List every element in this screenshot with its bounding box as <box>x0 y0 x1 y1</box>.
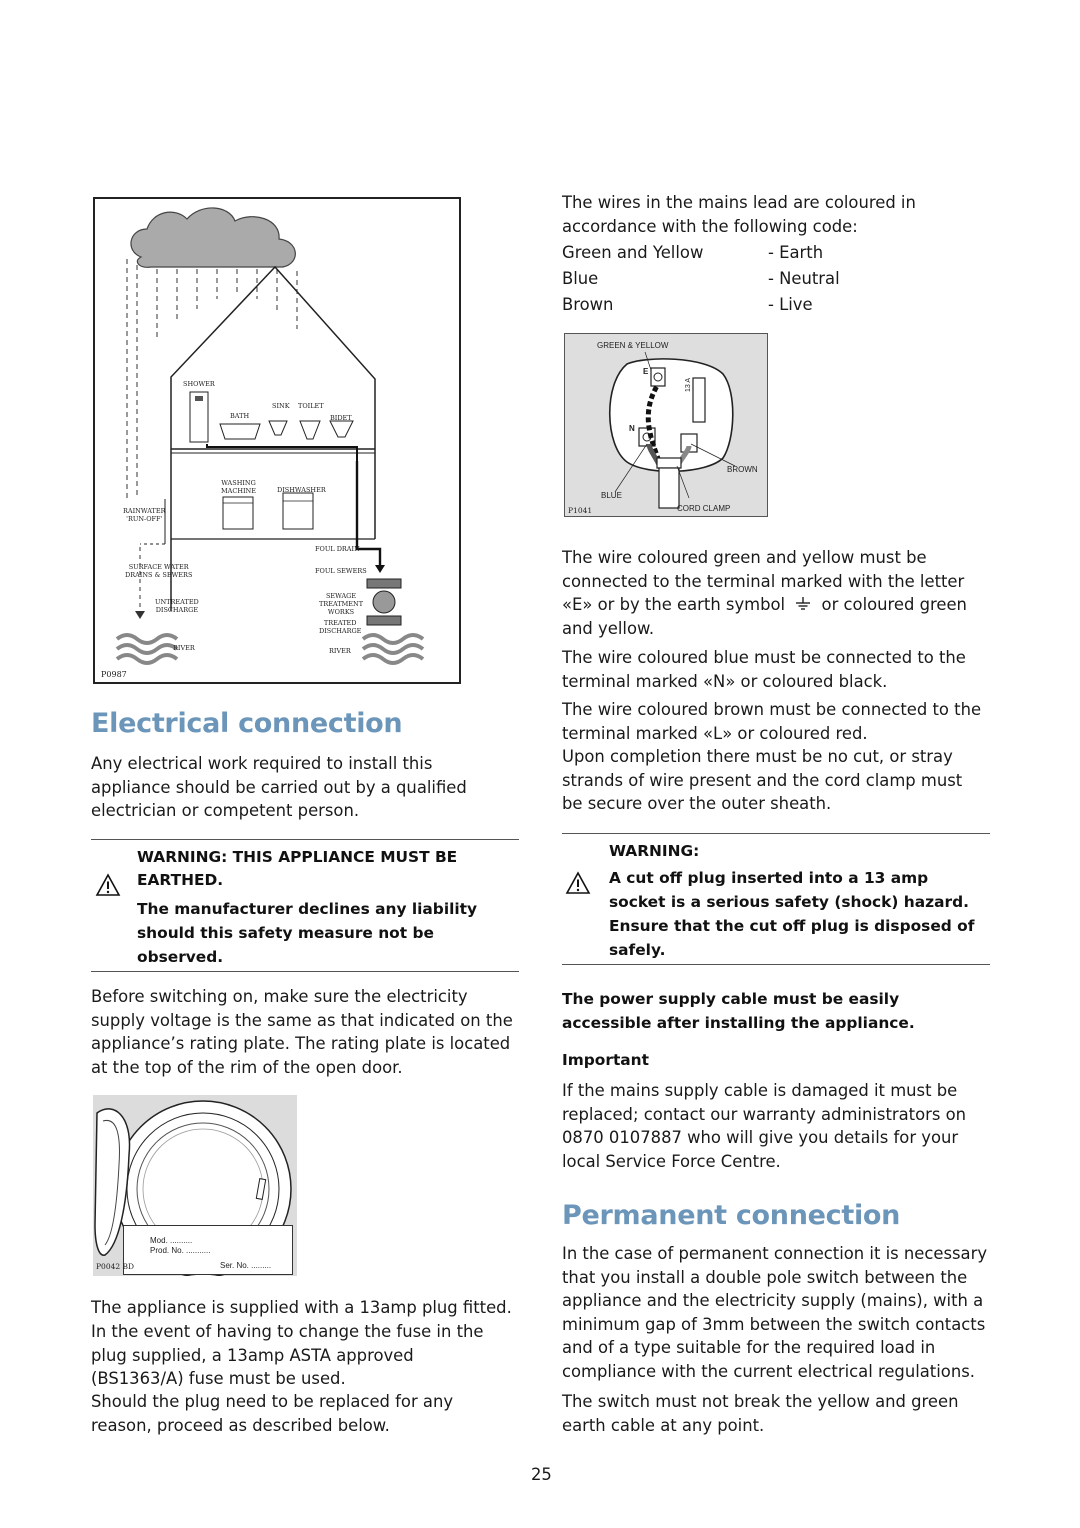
label-washing-machine: WASHING MACHINE <box>221 479 256 495</box>
warning-liability: The manufacturer declines any liability should this safety measure not be observed. <box>137 900 478 966</box>
warning-title: WARNING: <box>609 842 700 860</box>
label-sewage-works: SEWAGE TREATMENT WORKS <box>319 592 364 616</box>
permanent-para-2: The switch must not break the yellow and green earth cable at any point. <box>562 1392 959 1435</box>
divider-bottom <box>91 971 519 972</box>
label-toilet: TOILET <box>298 402 324 410</box>
green-yellow-text-1: The wire coloured green and yellow must be connected to the terminal marked with the letter «E» or by the earth symbol <box>562 548 965 614</box>
plug-label-e: E <box>643 367 649 376</box>
rating-diagram-ref: P0042 BD <box>96 1262 135 1271</box>
divider-top <box>91 839 519 840</box>
label-river-left: RIVER <box>173 644 195 652</box>
plug-diagram-ref: P1041 <box>568 506 593 515</box>
heading-electrical-connection: Electrical connection <box>91 708 403 739</box>
earth-symbol-icon <box>794 596 812 612</box>
brown-wire-paragraph: The wire coloured brown must be connected to the terminal marked «L» or coloured red. <box>562 700 982 743</box>
plug-label-fuse: 13 A <box>685 377 692 392</box>
plug-label-brown: BROWN <box>727 465 758 474</box>
plug-fitted-paragraph: The appliance is supplied with a 13amp plug fitted. <box>91 1298 512 1317</box>
wire-role: - Neutral <box>768 269 840 288</box>
label-dishwasher: DISHWASHER <box>277 486 326 494</box>
rating-plate-mod: Mod. .......... <box>150 1236 193 1245</box>
intro-paragraph: Any electrical work required to install this appliance should be carried out by a qualified electrician or competent person. <box>91 754 467 820</box>
warning-earthed-line1: WARNING: THIS APPLIANCE MUST BE <box>137 848 458 866</box>
wire-color: Green and Yellow <box>562 243 704 262</box>
label-river-right: RIVER <box>329 647 351 655</box>
diagram-ref: P0987 <box>101 670 127 679</box>
wire-role: - Earth <box>768 243 824 262</box>
label-rainwater: RAINWATER 'RUN-OFF' <box>123 507 166 523</box>
drainage-diagram-drawing <box>95 199 459 682</box>
label-foul-sewers: FOUL SEWERS <box>315 567 367 575</box>
label-bath: BATH <box>230 412 250 420</box>
plug-wiring-drawing <box>565 334 767 516</box>
plug-label-green-yellow: GREEN & YELLOW <box>597 341 669 350</box>
completion-paragraph: Upon completion there must be no cut, or stray strands of wire present and the cord clamp must be secure over the outer sheath. <box>562 747 963 813</box>
plug-wiring-diagram <box>564 333 768 517</box>
plug-label-n: N <box>629 424 635 433</box>
label-surface-water: SURFACE WATER DRAINS & SEWERS <box>125 563 193 579</box>
warning-cut-off-plug: A cut off plug inserted into a 13 amp socket is a serious safety (shock) hazard. Ensure that the cut off plug is disposed of safely. <box>609 869 975 959</box>
wire-code-row <box>562 267 862 293</box>
plug-label-blue: BLUE <box>601 491 622 500</box>
important-body: If the mains supply cable is damaged it must be replaced; contact our warranty administrators on 0870 0107887 who will give you details for your local Service Force Centre. <box>562 1081 967 1171</box>
rating-plate-diagram <box>93 1095 297 1276</box>
blue-wire-paragraph: The wire coloured blue must be connected to the terminal marked «N» or coloured black. <box>562 648 966 691</box>
label-foul-drain: FOUL DRAIN <box>315 545 360 553</box>
label-bidet: BIDET <box>330 414 352 422</box>
fuse-change-paragraph: In the event of having to change the fuse in the plug supplied, a 13amp ASTA approved (BS1363/A) fuse must be used. <box>91 1322 484 1388</box>
wire-code-row <box>562 241 862 267</box>
warning-earthed-line2: EARTHED. <box>137 871 224 889</box>
heading-permanent-connection: Permanent connection <box>562 1200 901 1231</box>
replace-plug-paragraph: Should the plug need to be replaced for any reason, proceed as described below. <box>91 1392 454 1435</box>
switch-on-paragraph: Before switching on, make sure the electricity supply voltage is the same as that indicated on the appliance’s rating plate. The rating plate is located at the top of the rim of the open door. <box>91 987 513 1077</box>
important-title: Important <box>562 1051 650 1069</box>
rating-plate <box>123 1225 293 1275</box>
wire-color: Brown <box>562 295 614 314</box>
drainage-diagram <box>93 197 461 684</box>
wire-color: Blue <box>562 269 599 288</box>
page-number: 25 <box>531 1465 552 1484</box>
wire-code-row <box>562 293 862 319</box>
wire-code-table <box>562 241 862 319</box>
rating-plate-ser: Ser. No. ......... <box>220 1261 272 1270</box>
permanent-para-1: In the case of permanent connection it is necessary that you install a double pole switch between the appliance and the electricity supply (mains), with a minimum gap of 3mm between the switch contacts and of a type suitable for the required load in compliance with the current electrical regulations. <box>562 1244 988 1381</box>
green-yellow-paragraph <box>562 546 987 640</box>
wires-intro: The wires in the mains lead are coloured in accordance with the following code: <box>562 193 916 236</box>
label-shower: SHOWER <box>183 380 215 388</box>
wire-role: - Live <box>768 295 813 314</box>
divider-bottom-right <box>562 964 990 965</box>
power-cable-note: The power supply cable must be easily accessible after installing the appliance. <box>562 990 915 1032</box>
label-treated: TREATED DISCHARGE <box>319 619 362 635</box>
plug-label-cord-clamp: CORD CLAMP <box>677 504 731 513</box>
warning-triangle-icon <box>95 873 121 897</box>
label-sink: SINK <box>272 402 290 410</box>
rating-plate-prod: Prod. No. ........... <box>150 1246 211 1255</box>
green-yellow-text-2: or coloured green and yellow. <box>562 595 967 638</box>
warning-triangle-icon <box>565 871 591 895</box>
label-untreated: UNTREATED DISCHARGE <box>155 598 199 614</box>
divider-top-right <box>562 833 990 834</box>
